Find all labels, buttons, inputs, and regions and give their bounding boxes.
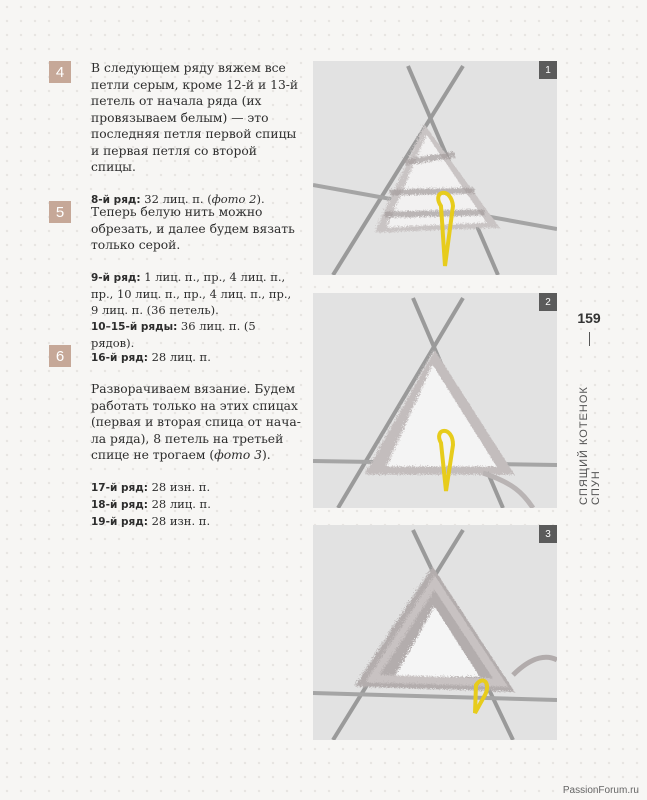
row-text: 28 изн. п. — [147, 479, 211, 494]
photo-3-image — [313, 525, 557, 740]
photo-3 — [313, 525, 557, 740]
photo-2 — [313, 293, 557, 508]
step-4-text — [91, 60, 301, 208]
step-4-badge: 4 — [49, 61, 71, 83]
photo-reference: фото 3 — [214, 448, 262, 462]
photo-number: 3 — [539, 525, 557, 543]
row-17 — [91, 479, 301, 496]
instructions-end: ). — [261, 448, 271, 462]
row-label: 18-й ряд: — [91, 498, 148, 511]
row-16 — [91, 349, 301, 366]
step-5-instructions: Теперь белую нить можно обрезать, и далее будем вязать только серой. — [91, 205, 295, 252]
step-5-badge: 5 — [49, 201, 71, 223]
row-label: 9-й ряд: — [91, 271, 141, 284]
row-text-end: ). — [256, 191, 265, 206]
row-18 — [91, 496, 301, 513]
step-6-badge: 6 — [49, 345, 71, 367]
step-6-text — [91, 349, 301, 530]
row-text: 1 лиц. п., пр., 4 лиц. п., пр., 10 лиц. п., пр., 4 лиц. п., пр., 9 лиц. п. (36 петель). — [91, 269, 292, 317]
row-label: 10–15-й ряды: — [91, 320, 178, 333]
photo-number: 1 — [539, 61, 557, 79]
row-text: 36 лиц. п. (5 рядов). — [91, 318, 256, 350]
row-text: 28 изн. п. — [147, 513, 211, 528]
row-label: 19-й ряд: — [91, 515, 148, 528]
running-title: СПЯЩИЙ КОТЕНОК СПУН — [578, 386, 602, 505]
photo-reference: фото 2 — [211, 191, 257, 206]
row-text: 32 лиц. п. ( — [140, 191, 212, 206]
row-label: 16-й ряд: — [91, 352, 148, 364]
watermark: PassionForum.ru — [562, 785, 639, 796]
page-number: 159 — [577, 310, 601, 326]
photo-2-image — [313, 293, 557, 508]
photo-number: 2 — [539, 293, 557, 311]
row-19 — [91, 513, 301, 530]
step-6-instructions — [91, 381, 301, 464]
page-number-divider — [589, 332, 590, 346]
row-10-15 — [91, 318, 301, 351]
step-5-text — [91, 204, 301, 351]
row-label: 8-й ряд: — [91, 193, 141, 206]
photo-1-image — [313, 61, 557, 275]
row-text: 28 лиц. п. — [147, 496, 211, 511]
step-4-instructions: В следующем ряду вяжем все петли серым, кроме 12-й и 13-й петель от начала ряда (их провязываем белым) — это последняя петля первой спицы и первая петля со второй спицы. — [91, 61, 299, 174]
row-label: 17-й ряд: — [91, 481, 148, 494]
row-9 — [91, 269, 301, 318]
instructions-text: Разворачиваем вязание. Будем работать только на этих спицах (первая и вторая спица от нача-ла ряда), 8 петель на третьей спице не трогаем ( — [91, 382, 301, 462]
row-text: 28 лиц. п. — [147, 350, 211, 364]
photo-1 — [313, 61, 557, 275]
